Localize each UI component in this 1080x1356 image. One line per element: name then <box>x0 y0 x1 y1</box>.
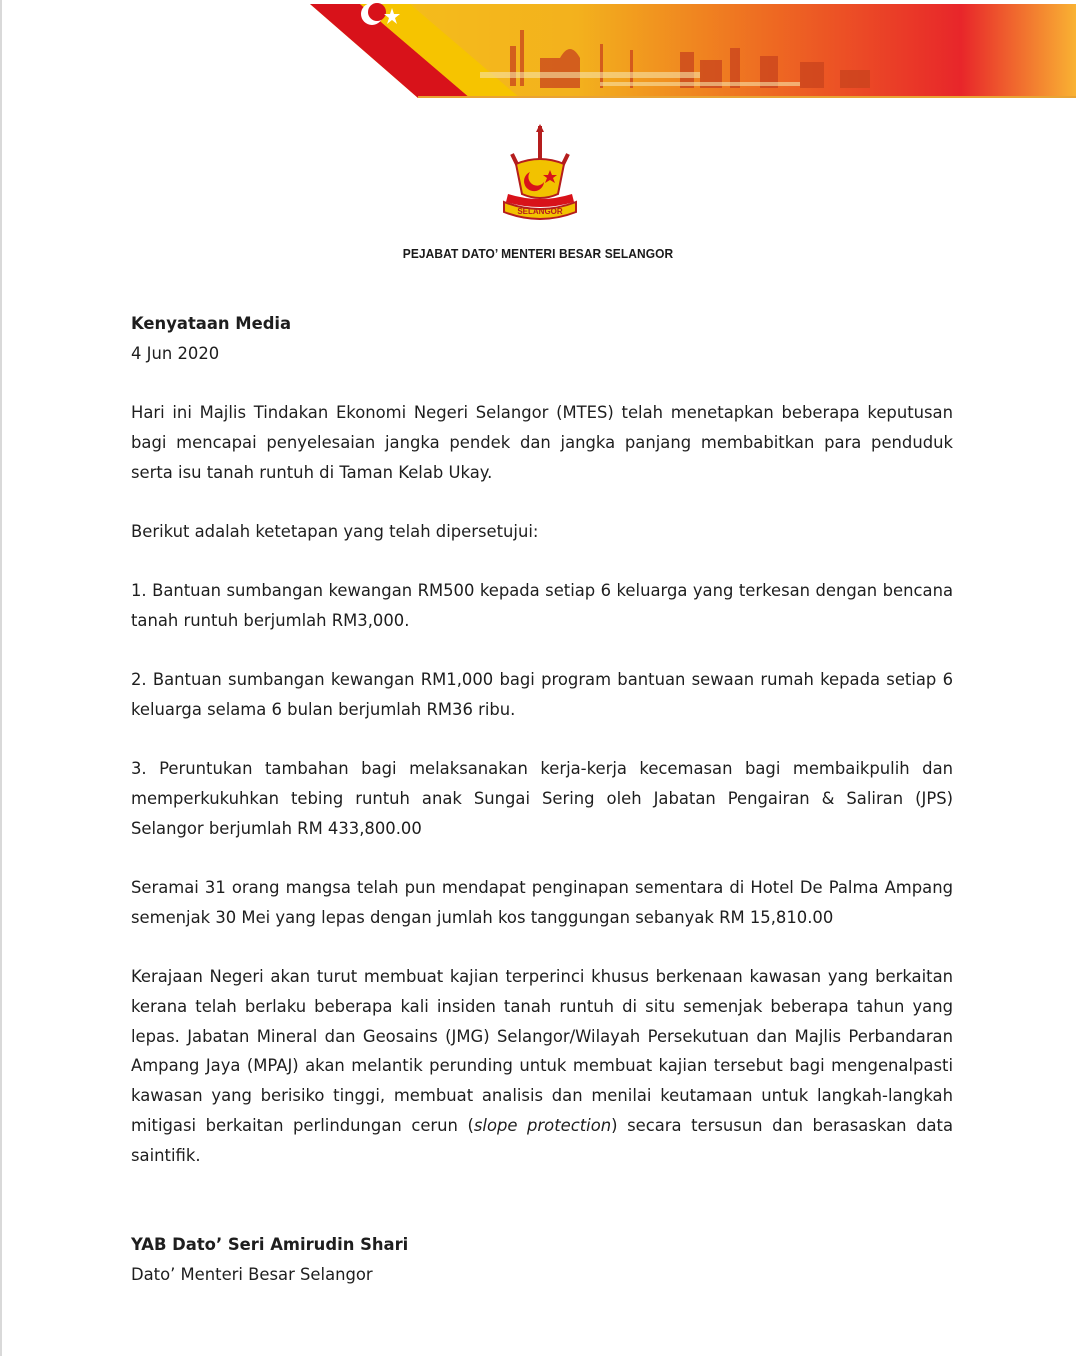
office-title: PEJABAT DATO’ MENTERI BESAR SELANGOR <box>402 246 674 261</box>
signatory-name: YAB Dato’ Seri Amirudin Shari <box>131 1235 409 1254</box>
study-paragraph <box>131 962 953 1170</box>
list-item: 2. Bantuan sumbangan kewangan RM1,000 bagi program bantuan sewaan rumah kepada setiap 6 keluarga selama 6 bulan berjumlah RM36 ribu. <box>131 670 953 720</box>
study-text-italic: slope protection <box>473 1115 612 1135</box>
list-item: 3. Peruntukan tambahan bagi melaksanakan kerja-kerja kecemasan bagi membaikpulih dan memperkukuhkan tebing runtuh anak Sungai Sering oleh Jabatan Pengairan & Saliran (JPS) Selangor berjumlah RM 433,800.00 <box>131 759 953 838</box>
study-text-before: Kerajaan Negeri akan turut membuat kajian terperinci khusus berkenaan kawasan yang berkaitan kerana telah berlaku beberapa kali insiden tanah runtuh di situ semenjak beberapa tahun yang lepas. Jabatan Mineral dan Geosains (JMG) Selangor/Wilayah Persekutuan dan Majlis Perbandaran Ampang Jaya (MPAJ) akan melantik perunding untuk membuat kajian tersebut bagi mengenalpasti kawasan yang berisiko tinggi, membuat analisis dan menilai keutamaan untuk langkah-langkah mitigasi berkaitan perlindungan cerun ( <box>131 967 953 1135</box>
list-intro: Berikut adalah ketetapan yang telah dipersetujui: <box>131 521 539 541</box>
signature-block <box>131 1230 408 1289</box>
letterhead-banner <box>0 0 1080 110</box>
page-edge <box>0 0 2 1356</box>
signatory-position: Dato’ Menteri Besar Selangor <box>131 1264 373 1284</box>
statement-body <box>131 309 953 1170</box>
crest-label: SELANGOR <box>517 207 563 216</box>
statement-date: 4 Jun 2020 <box>131 343 220 363</box>
statement-title: Kenyataan Media <box>131 314 292 333</box>
selangor-crest-icon <box>494 124 586 234</box>
list-item: 1. Bantuan sumbangan kewangan RM500 kepada setiap 6 keluarga yang terkesan dengan bencana tanah runtuh berjumlah RM3,000. <box>131 581 953 630</box>
intro-paragraph: Hari ini Majlis Tindakan Ekonomi Negeri Selangor (MTES) telah menetapkan beberapa keputusan bagi mencapai penyelesaian jangka pendek dan jangka panjang membabitkan para penduduk serta isu tanah runtuh di Taman Kelab Ukay. <box>131 403 953 482</box>
shelter-paragraph: Seramai 31 orang mangsa telah pun mendapat penginapan sementara di Hotel De Palma Ampang semenjak 30 Mei yang lepas dengan jumlah kos tanggungan sebanyak RM 15,810.00 <box>131 878 953 927</box>
study-text-after: ) secara tersusun dan berasaskan data saintifik. <box>131 1115 953 1165</box>
